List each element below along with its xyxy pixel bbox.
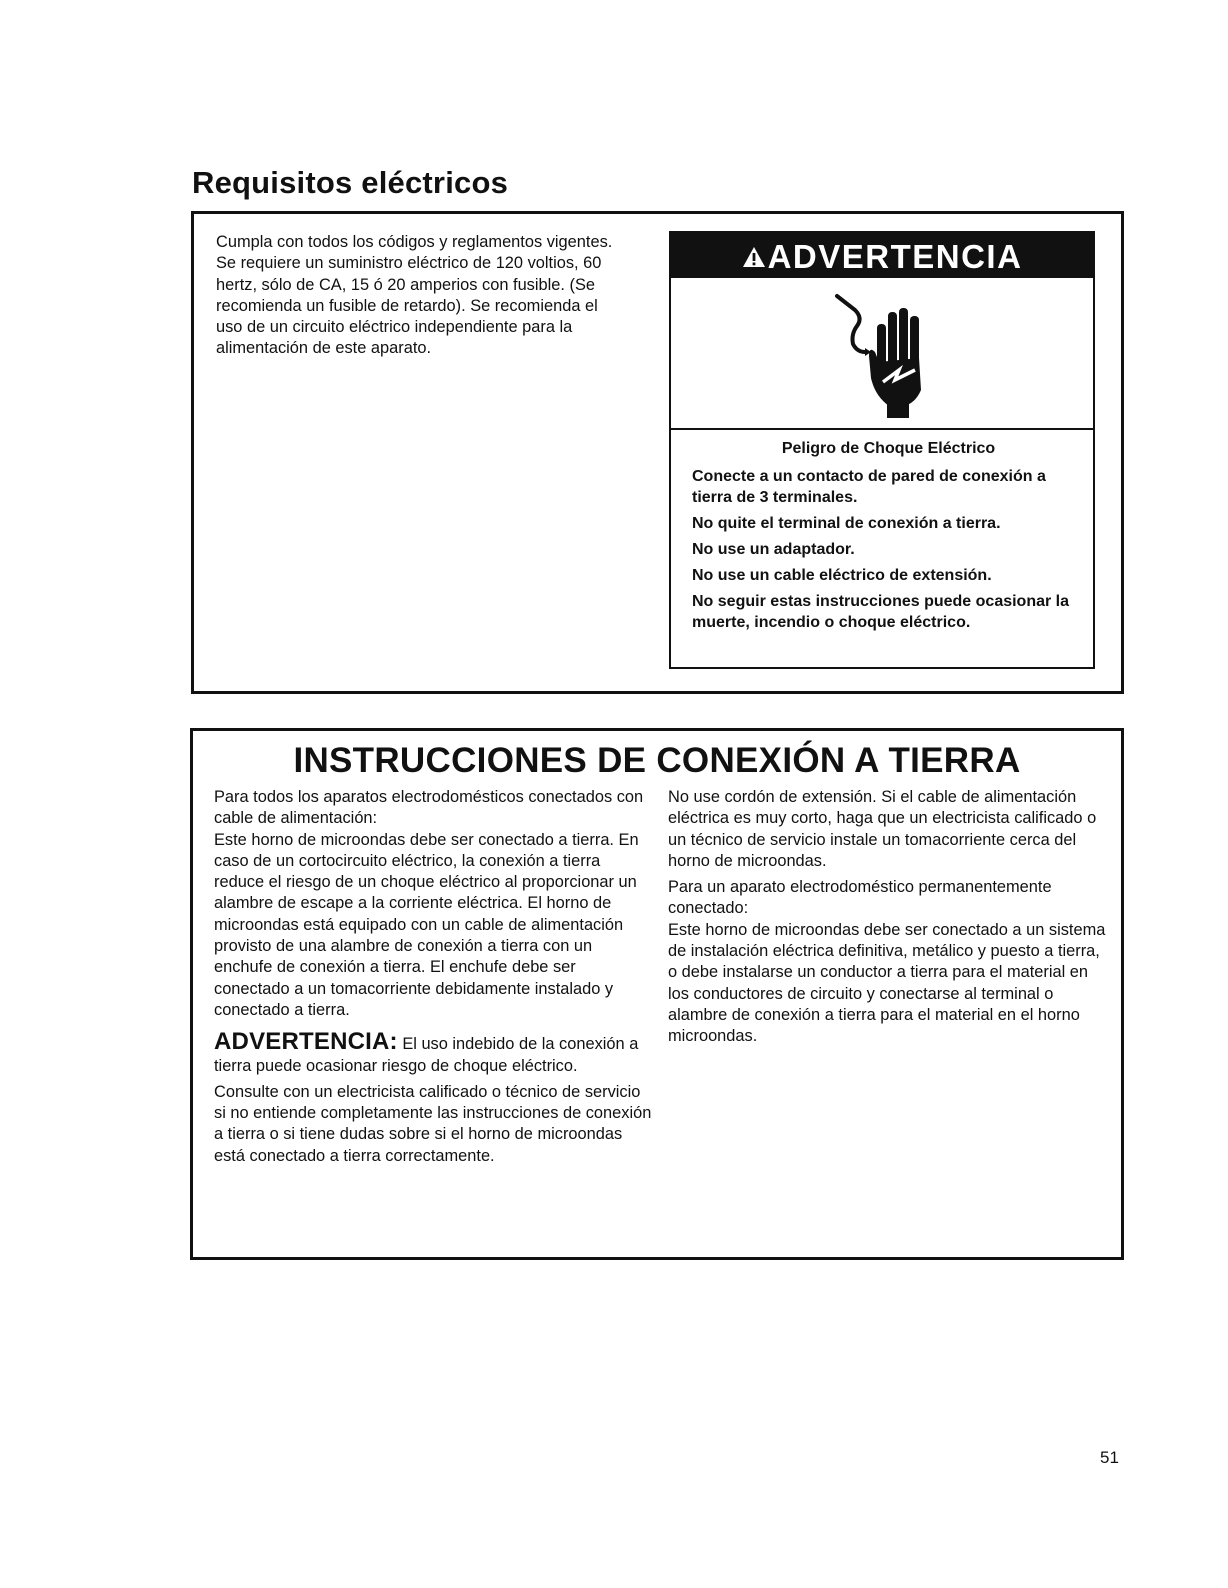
- advertencia-paragraph: [214, 1028, 654, 1077]
- warning-triangle-icon: [742, 233, 766, 280]
- warning-body: [671, 430, 1093, 633]
- left-paragraph-body: Este horno de microondas debe ser conectado a tierra. En caso de un cortocircuito eléctrico, la conexión a tierra reduce el riesgo de un choque eléctrico al proporcionar un alambre de escape a la corriente eléctrica. El horno de microondas está equipado con un cable de alimentación provisto de una alambre de conexión a tierra con un enchufe de conexión a tierra. El enchufe debe ser conectado a un tomacorriente debidamente instalado y conectado a tierra.: [214, 830, 639, 1019]
- right-paragraph-body: Este horno de microondas debe ser conectado a un sistema de instalación eléctrica definitiva, metálico y puesto a tierra, o debe instalarse un conductor a tierra para el material en los conductores de circuito y conectarse al terminal o alambre de conexión a tierra para el material en el horno microondas.: [668, 920, 1106, 1046]
- warning-header-text: ADVERTENCIA: [767, 238, 1023, 275]
- warning-header: [671, 233, 1093, 278]
- warning-panel: [669, 231, 1095, 669]
- advertencia-text: El uso indebido de la conexión a tierra puede ocasionar riesgo de choque eléctrico.: [214, 1035, 639, 1075]
- right-paragraph-extension: No use cordón de extensión. Si el cable de alimentación eléctrica es muy corto, haga que un electricista calificado o un técnico de servicio instale un tomacorriente cerca del horno de microondas.: [668, 788, 1097, 870]
- right-column: [668, 787, 1108, 1053]
- warning-line: Conecte a un contacto de pared de conexión a tierra de 3 terminales.: [692, 468, 1046, 506]
- warning-title: Peligro de Choque Eléctrico: [781, 440, 996, 457]
- warning-line: No quite el terminal de conexión a tierra.: [692, 515, 1001, 532]
- intro-text: Cumpla con todos los códigos y reglamentos vigentes. Se requiere un suministro eléctrico de 120 voltios, 60 hertz, sólo de CA, 15 ó 20 amperios con fusible. (Se recomienda un fusible de retardo). Se recomienda el uso de un circuito eléctrico independiente para la alimentación de este aparato.: [216, 233, 613, 358]
- electrical-requirements-box: [191, 211, 1124, 694]
- grounding-title: INSTRUCCIONES DE CONEXIÓN A TIERRA: [293, 741, 1021, 780]
- warning-line: No use un adaptador.: [692, 541, 855, 558]
- advertencia-label: ADVERTENCIA:: [214, 1028, 398, 1056]
- right-paragraph-intro: Para un aparato electrodoméstico permanentemente conectado:: [668, 878, 1052, 918]
- warning-line: No seguir estas instrucciones puede ocasionar la muerte, incendio o choque eléctrico.: [692, 593, 1070, 631]
- warning-line: No use un cable eléctrico de extensión.: [692, 567, 992, 584]
- page-number: 51: [1100, 1448, 1119, 1467]
- electric-shock-hand-icon: [817, 286, 947, 420]
- left-paragraph-intro: Para todos los aparatos electrodomésticos conectados con cable de alimentación:: [214, 788, 644, 828]
- consult-paragraph: Consulte con un electricista calificado o técnico de servicio si no entiende completamente las instrucciones de conexión a tierra o si tiene dudas sobre si el horno de microondas está conectado a tierra correctamente.: [214, 1082, 652, 1165]
- warning-icon-area: [671, 278, 1093, 430]
- section-title: Requisitos eléctricos: [192, 165, 509, 200]
- grounding-instructions-box: [190, 728, 1124, 1260]
- left-column: [214, 787, 654, 1172]
